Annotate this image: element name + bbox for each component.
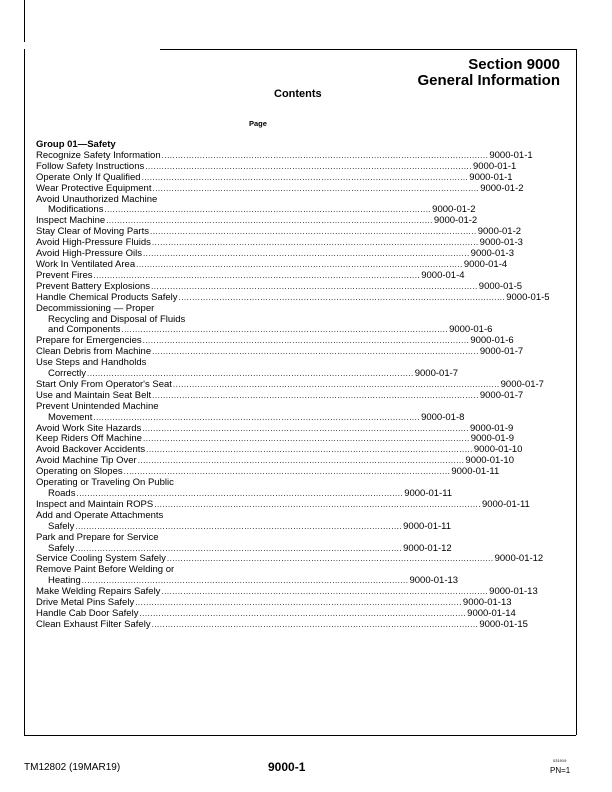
dot-leader: ........................................................................................................................ — [150, 227, 477, 237]
toc-entry-title: Decommissioning — Proper — [36, 302, 155, 314]
group-title: Group 01—Safety — [36, 139, 116, 150]
dot-leader: ........................................................................................................................ — [151, 281, 478, 291]
dot-leader: ........................................................................................................................ — [161, 150, 489, 160]
toc-entry-page: 9000-01-3 — [470, 248, 514, 260]
toc-entry-title: Avoid Backover Accidents — [36, 444, 146, 456]
dot-leader: ........................................................................................................................ — [151, 619, 479, 629]
dot-leader: ........................................................................................................................ — [106, 216, 433, 226]
frame-line-left — [24, 49, 25, 735]
toc-entry-title: Avoid High-Pressure Oils — [36, 248, 142, 260]
frame-line-right — [576, 49, 577, 735]
toc-entry-page: 9000-01-10 — [465, 455, 515, 467]
dot-leader: ........................................................................................................................ — [93, 412, 421, 422]
frame-line-bottom — [24, 735, 576, 736]
dot-leader: ........................................................................................................................ — [172, 379, 500, 389]
dot-leader: ........................................................................................................................ — [154, 499, 481, 509]
dot-leader: ........................................................................................................................ — [135, 598, 462, 608]
toc-entry-page: 9000-01-11 — [481, 498, 530, 510]
toc-entry-page: 9000-01-9 — [470, 433, 514, 445]
toc-entry-title: Heating — [48, 575, 81, 587]
toc-entry-title: Avoid Work Site Hazards — [36, 422, 142, 434]
toc-entry-title: Handle Cab Door Safely — [36, 607, 139, 619]
toc-entry-page: 9000-01-13 — [489, 586, 538, 598]
toc-entry-title: Safely — [48, 520, 75, 532]
toc-entry-title: Operating or Traveling On Public — [36, 477, 174, 489]
toc-entry-title: Stay Clear of Moving Parts — [36, 226, 149, 238]
toc-entry-page: 9000-01-9 — [469, 422, 514, 434]
toc-entry-title: Operate Only If Qualified — [36, 171, 141, 183]
toc-entry-page: 9000-01-11 — [451, 466, 500, 478]
toc-entry-page: 9000-01-6 — [449, 324, 493, 336]
dot-leader: ........................................................................................................................ — [166, 554, 494, 564]
toc-entry[interactable] — [36, 171, 513, 184]
toc-entry-page: 9000-01-1 — [469, 171, 513, 183]
dot-leader: ........................................................................................................................ — [151, 238, 479, 248]
toc-entry-title: Remove Paint Before Welding or — [36, 564, 175, 576]
toc-entry-title: Keep Riders Off Machine — [36, 433, 142, 445]
toc-entry[interactable] — [36, 400, 465, 424]
dot-leader: ........................................................................................................................ — [152, 390, 479, 400]
toc-entry-title: Prevent Unintended Machine — [36, 400, 159, 412]
dot-leader: ........................................................................................................................ — [104, 205, 432, 215]
toc-entry-page: 9000-01-5 — [506, 291, 550, 303]
toc-entry-title: Avoid Machine Tip Over — [36, 455, 137, 467]
toc-entry-title: Avoid Unauthorized Machine — [36, 193, 158, 205]
toc-entry-page: 9000-01-7 — [479, 346, 524, 358]
toc-entry-title: Drive Metal Pins Safely — [36, 597, 135, 609]
toc-entry-title: Make Welding Repairs Safely — [36, 586, 161, 598]
toc-entry-title: Use Steps and Handholds — [36, 357, 147, 369]
footer-page-number: 9000-1 — [268, 760, 306, 774]
toc-entry-title: Clean Debris from Machine — [36, 346, 152, 358]
dot-leader: ........................................................................................................................ — [121, 325, 449, 335]
toc-entry-page: 9000-01-7 — [414, 368, 459, 380]
toc-entry-title: Avoid High-Pressure Fluids — [36, 237, 151, 249]
dot-leader: ........................................................................................................................ — [76, 489, 404, 498]
toc-entry-page: 9000-01-13 — [409, 575, 459, 587]
toc-entry[interactable] — [36, 182, 524, 195]
toc-entry-page: 9000-01-2 — [477, 226, 522, 238]
toc-entry[interactable] — [36, 302, 493, 337]
toc-entry-title: Prevent Battery Explosions — [36, 280, 151, 292]
toc-entry-title: Modifications — [48, 204, 104, 216]
dot-leader: ........................................................................................................................ — [146, 445, 473, 455]
toc-entry-page: 9000-01-12 — [494, 553, 544, 565]
toc-entry-title: Inspect Machine — [36, 215, 106, 227]
frame-line-top-left — [24, 0, 25, 42]
dot-leader: ........................................................................................................................ — [145, 161, 472, 171]
toc-entry-title: Recognize Safety Information — [36, 149, 161, 161]
dot-leader: ........................................................................................................................ — [81, 576, 409, 586]
toc-entry-title: Prepare for Emergencies — [36, 335, 142, 347]
toc-entry-title: Use and Maintain Seat Belt — [36, 389, 152, 401]
toc-entry[interactable] — [36, 618, 528, 631]
dot-leader: ........................................................................................................................ — [136, 259, 463, 269]
toc-entry-page: 9000-01-4 — [463, 258, 508, 270]
section-heading — [417, 57, 560, 89]
toc-entry-page: 9000-01-11 — [404, 488, 453, 499]
dot-leader: ........................................................................................................................ — [87, 369, 414, 379]
dot-leader: ........................................................................................................................ — [152, 347, 479, 357]
toc-entries — [36, 149, 550, 631]
dot-leader: ........................................................................................................................ — [75, 543, 403, 553]
toc-entry-title: Clean Exhaust Filter Safely — [36, 618, 151, 630]
toc-entry[interactable] — [36, 357, 459, 380]
footer-pn: PN=1 — [550, 766, 571, 775]
section-title: Section 9000 — [468, 56, 560, 73]
contents-title: Contents — [274, 88, 322, 100]
dot-leader: ........................................................................................................................ — [141, 172, 469, 182]
dot-leader: ........................................................................................................................ — [161, 587, 489, 597]
toc-entry-page: 9000-01-7 — [500, 378, 544, 390]
toc-entry-title: Handle Chemical Products Safely — [36, 291, 178, 303]
toc-entry[interactable] — [36, 291, 550, 304]
section-subtitle: General Information — [417, 72, 560, 89]
toc-entry-title: Recycling and Disposal of Fluids — [48, 313, 186, 325]
toc-entry-title: Work In Ventilated Area — [36, 258, 136, 270]
dot-leader: ........................................................................................................................ — [142, 423, 469, 433]
toc-entry-page: 9000-01-10 — [473, 444, 523, 456]
toc-entry-title: Service Cooling System Safely — [36, 553, 166, 565]
toc-entry-title: Operating on Slopes — [36, 466, 123, 478]
toc-entry-page: 9000-01-2 — [433, 215, 478, 227]
footer-doc-id: TM12802 (19MAR19) — [24, 762, 121, 773]
toc-entry-page: 9000-01-3 — [479, 237, 523, 249]
table-of-contents — [36, 139, 550, 631]
toc-entry-page: 9000-01-2 — [480, 182, 524, 194]
toc-entry-page: 9000-01-4 — [421, 269, 465, 281]
toc-entry[interactable] — [36, 477, 453, 500]
toc-entry[interactable] — [36, 509, 452, 533]
dot-leader: ........................................................................................................................ — [123, 467, 451, 477]
toc-entry[interactable] — [36, 564, 459, 587]
dot-leader: ........................................................................................................................ — [142, 434, 470, 444]
toc-entry-title: Park and Prepare for Service — [36, 531, 159, 543]
dot-leader: ........................................................................................................................ — [178, 292, 506, 302]
toc-entry-page: 9000-01-1 — [472, 160, 517, 172]
toc-entry-title: and Components — [48, 324, 121, 336]
page-column-label: Page — [249, 119, 267, 128]
toc-entry-page: 9000-01-11 — [403, 520, 452, 532]
toc-entry-page: 9000-01-15 — [479, 618, 528, 630]
toc-entry-title: Roads — [48, 488, 76, 499]
toc-entry-title: Inspect and Maintain ROPS — [36, 498, 154, 510]
toc-entry-page: 9000-01-5 — [478, 280, 523, 292]
dot-leader: ........................................................................................................................ — [93, 270, 421, 280]
footer-date-code: 031919 — [553, 758, 567, 763]
toc-entry-page: 9000-01-7 — [479, 389, 524, 401]
toc-entry-title: Follow Safety Instructions — [36, 160, 145, 172]
toc-entry-page: 9000-01-1 — [489, 149, 533, 161]
toc-entry-title: Movement — [48, 411, 93, 423]
toc-entry-title: Safely — [48, 542, 75, 554]
dot-leader: ........................................................................................................................ — [142, 249, 470, 259]
toc-entry-page: 9000-01-14 — [467, 607, 516, 619]
toc-entry-title: Prevent Fires — [36, 269, 93, 281]
toc-entry-page: 9000-01-8 — [421, 411, 465, 423]
toc-entry-title: Correctly — [48, 368, 87, 380]
toc-entry-page: 9000-01-12 — [403, 542, 452, 554]
dot-leader: ........................................................................................................................ — [137, 456, 465, 466]
dot-leader: ........................................................................................................................ — [139, 608, 467, 618]
toc-entry-title: Wear Protective Equipment — [36, 182, 152, 194]
dot-leader: ........................................................................................................................ — [142, 336, 470, 346]
toc-entry-title: Start Only From Operator's Seat — [36, 378, 172, 390]
dot-leader: ........................................................................................................................ — [152, 183, 480, 193]
toc-entry-title: Add and Operate Attachments — [36, 509, 164, 521]
dot-leader: ........................................................................................................................ — [75, 521, 403, 531]
toc-entry[interactable] — [36, 193, 476, 217]
frame-line-top — [160, 49, 576, 50]
toc-entry[interactable] — [36, 531, 452, 555]
toc-entry-page: 9000-01-2 — [432, 204, 476, 216]
toc-entry-page: 9000-01-13 — [462, 597, 512, 609]
toc-entry-page: 9000-01-6 — [470, 335, 514, 347]
